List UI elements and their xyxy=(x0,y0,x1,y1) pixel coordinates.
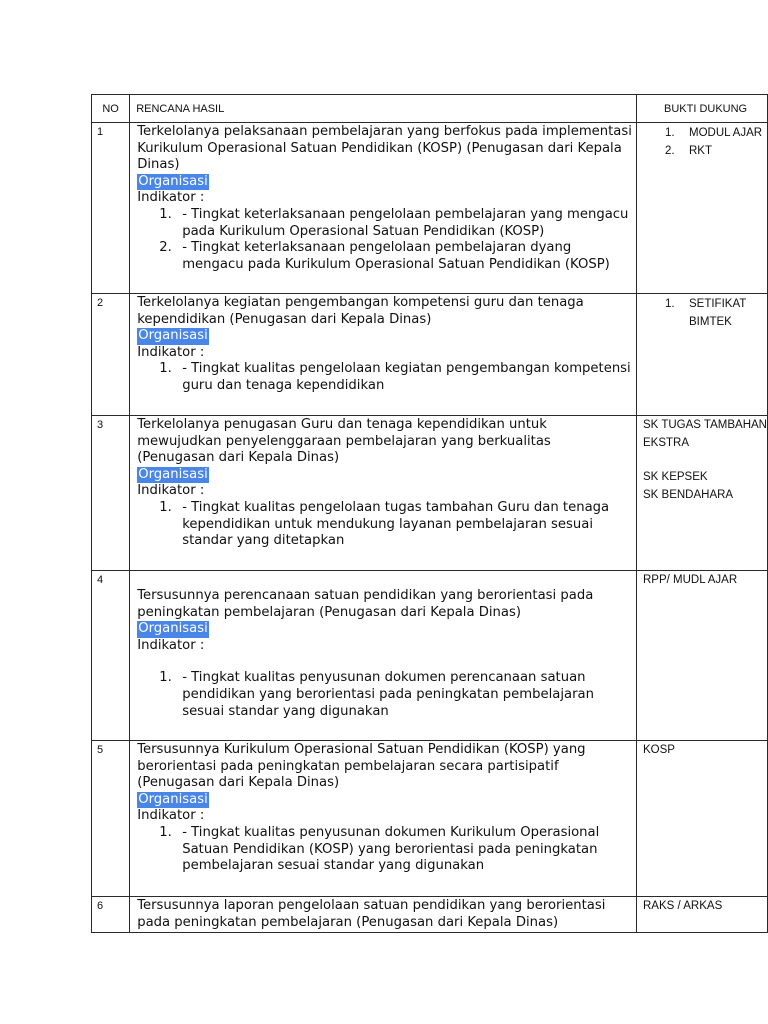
rencana-hasil-cell xyxy=(130,416,637,571)
table-header-row xyxy=(92,95,768,123)
header-no: NO xyxy=(92,95,130,123)
bukti-dukung-cell xyxy=(637,571,768,741)
rencana-title: Terkelolanya kegiatan pengembangan kompetensi guru dan tenaga kependidikan (Penugasan dari Kepala Dinas) xyxy=(137,295,584,327)
table-row xyxy=(92,123,768,294)
indikator-list xyxy=(137,361,632,394)
header-rencana-hasil: RENCANA HASIL xyxy=(130,95,637,123)
indikator-list xyxy=(137,207,632,273)
bukti-dukung-cell xyxy=(637,741,768,897)
indikator-list xyxy=(137,500,632,550)
table-row xyxy=(92,294,768,416)
bukti-text: MODUL AJAR xyxy=(689,127,763,139)
rencana-hasil-cell xyxy=(130,123,637,294)
list-item: 1. - Tingkat kualitas pengelolaan tugas tambahan Guru dan tenaga kependidikan untuk mendukung layanan pembelajaran sesuai standar yang ditetapkan xyxy=(159,499,610,549)
indikator-label: Indikator : xyxy=(137,190,205,206)
bukti-line: SK KEPSEK xyxy=(643,471,708,483)
list-item: 1. - Tingkat kualitas penyusunan dokumen Kurikulum Operasional Satuan Pendidikan (KOSP) yang berorientasi pada peningkatan pembelajaran sesuai standar yang digunakan xyxy=(159,824,600,874)
indikator-list xyxy=(137,670,632,720)
rencana-title: Tersusunnya laporan pengelolaan satuan pendidikan yang berorientasi pada peningkatan pembelajaran (Penugasan dari Kepala Dinas) xyxy=(137,898,606,930)
bukti-line: RPP/ MUDL AJAR xyxy=(643,574,738,586)
list-item: 2. - Tingkat keterlaksanaan pengelolaan pembelajaran dyang mengacu pada Kurikulum Operasional Satuan Pendidikan (KOSP) xyxy=(159,240,610,272)
indikator-label: Indikator : xyxy=(137,344,205,360)
bukti-dukung-cell xyxy=(637,897,768,933)
bukti-line: SK TUGAS TAMBAHAN xyxy=(643,419,767,431)
rencana-title: Tersusunnya perencanaan satuan pendidikan yang berorientasi pada peningkatan pembelajaran (Penugasan dari Kepala Dinas) xyxy=(137,588,594,620)
bukti-line: KOSP xyxy=(643,744,675,756)
header-bukti-dukung: BUKTI DUKUNG xyxy=(637,95,768,123)
list-item: 1. - Tingkat keterlaksanaan pengelolaan pembelajaran yang mengacu pada Kurikulum Operasional Satuan Pendidikan (KOSP) xyxy=(159,206,629,239)
indikator-label: Indikator : xyxy=(137,483,205,499)
row-number: 3 xyxy=(92,416,130,571)
bukti-line: EKSTRA xyxy=(643,436,690,449)
row-number: 1 xyxy=(92,123,130,294)
bukti-dukung-cell xyxy=(637,416,768,571)
organisasi-highlight: Organisasi xyxy=(138,621,208,637)
indikator-text: - Tingkat kualitas penyusunan dokumen Kurikulum Operasional Satuan Pendidikan (KOSP) yang berorientasi pada peningkatan pembelajaran sesuai standar yang digunakan xyxy=(182,824,600,874)
indikator-text: - Tingkat kualitas penyusunan dokumen perencanaan satuan pendidikan yang berorientasi pada peningkatan pembelajaran sesuai standar yang digunakan xyxy=(182,670,594,719)
indikator-text: - Tingkat keterlaksanaan pengelolaan pembelajaran dyang mengacu pada Kurikulum Operasional Satuan Pendidikan (KOSP) xyxy=(182,240,610,272)
list-item: 1. - Tingkat kualitas pengelolaan kegiatan pengembangan kompetensi guru dan tenaga kependidikan xyxy=(159,361,631,393)
bukti-text: RKT xyxy=(689,144,712,157)
organisasi-highlight: Organisasi xyxy=(138,791,208,807)
blank-line xyxy=(137,572,632,588)
indikator-text: - Tingkat kualitas pengelolaan kegiatan pengembangan kompetensi guru dan tenaga kependidikan xyxy=(182,361,631,393)
indikator-text: - Tingkat kualitas pengelolaan tugas tambahan Guru dan tenaga kependidikan untuk mendukung layanan pembelajaran sesuai standar yang ditetapkan xyxy=(182,499,610,549)
list-item: 2. RKT xyxy=(665,144,712,157)
row-number: 4 xyxy=(92,571,130,741)
bukti-line: RAKS / ARKAS xyxy=(643,900,723,912)
rencana-hasil-cell xyxy=(130,741,637,897)
organisasi-highlight: Organisasi xyxy=(138,173,208,189)
list-item: 1. - Tingkat kualitas penyusunan dokumen perencanaan satuan pendidikan yang berorientasi pada peningkatan pembelajaran sesuai standar yang digunakan xyxy=(159,670,594,719)
list-item: 1. SETIFIKAT BIMTEK xyxy=(665,298,747,328)
rencana-hasil-cell xyxy=(130,571,637,741)
indikator-label: Indikator : xyxy=(137,637,205,653)
table-row xyxy=(92,416,768,571)
row-number: 5 xyxy=(92,741,130,897)
list-item: 1. MODUL AJAR xyxy=(665,127,763,139)
bukti-list xyxy=(643,125,767,160)
bukti-list xyxy=(643,296,767,331)
bukti-dukung-cell xyxy=(637,294,768,416)
table-row xyxy=(92,741,768,897)
rencana-title: Terkelolanya pelaksanaan pembelajaran yang berfokus pada implementasi Kurikulum Operasional Satuan Pendidikan (KOSP) (Penugasan dari Kepala Dinas) xyxy=(137,124,632,173)
indikator-list xyxy=(137,825,632,875)
table-row xyxy=(92,571,768,741)
bukti-text: SETIFIKAT BIMTEK xyxy=(689,298,747,328)
bukti-line: SK BENDAHARA xyxy=(643,488,734,501)
rencana-title: Tersusunnya Kurikulum Operasional Satuan Pendidikan (KOSP) yang berorientasi pada peningkatan pembelajaran secara partisipatif (Penugasan dari Kepala Dinas) xyxy=(137,742,586,791)
indikator-label: Indikator : xyxy=(137,808,205,824)
row-number: 6 xyxy=(92,897,130,933)
blank-line xyxy=(137,654,632,670)
rencana-title: Terkelolanya penugasan Guru dan tenaga kependidikan untuk mewujudkan penyelenggaraan pembelajaran yang berkualitas (Penugasan dari Kepala Dinas) xyxy=(137,417,551,466)
rencana-hasil-table xyxy=(91,94,768,933)
organisasi-highlight: Organisasi xyxy=(138,328,208,344)
bukti-dukung-cell xyxy=(637,123,768,294)
rencana-hasil-cell xyxy=(130,294,637,416)
table-row xyxy=(92,897,768,933)
row-number: 2 xyxy=(92,294,130,416)
bukti-line-blank xyxy=(643,452,767,469)
rencana-hasil-cell xyxy=(130,897,637,933)
organisasi-highlight: Organisasi xyxy=(138,466,208,482)
indikator-text: - Tingkat keterlaksanaan pengelolaan pembelajaran yang mengacu pada Kurikulum Operasional Satuan Pendidikan (KOSP) xyxy=(182,206,629,239)
